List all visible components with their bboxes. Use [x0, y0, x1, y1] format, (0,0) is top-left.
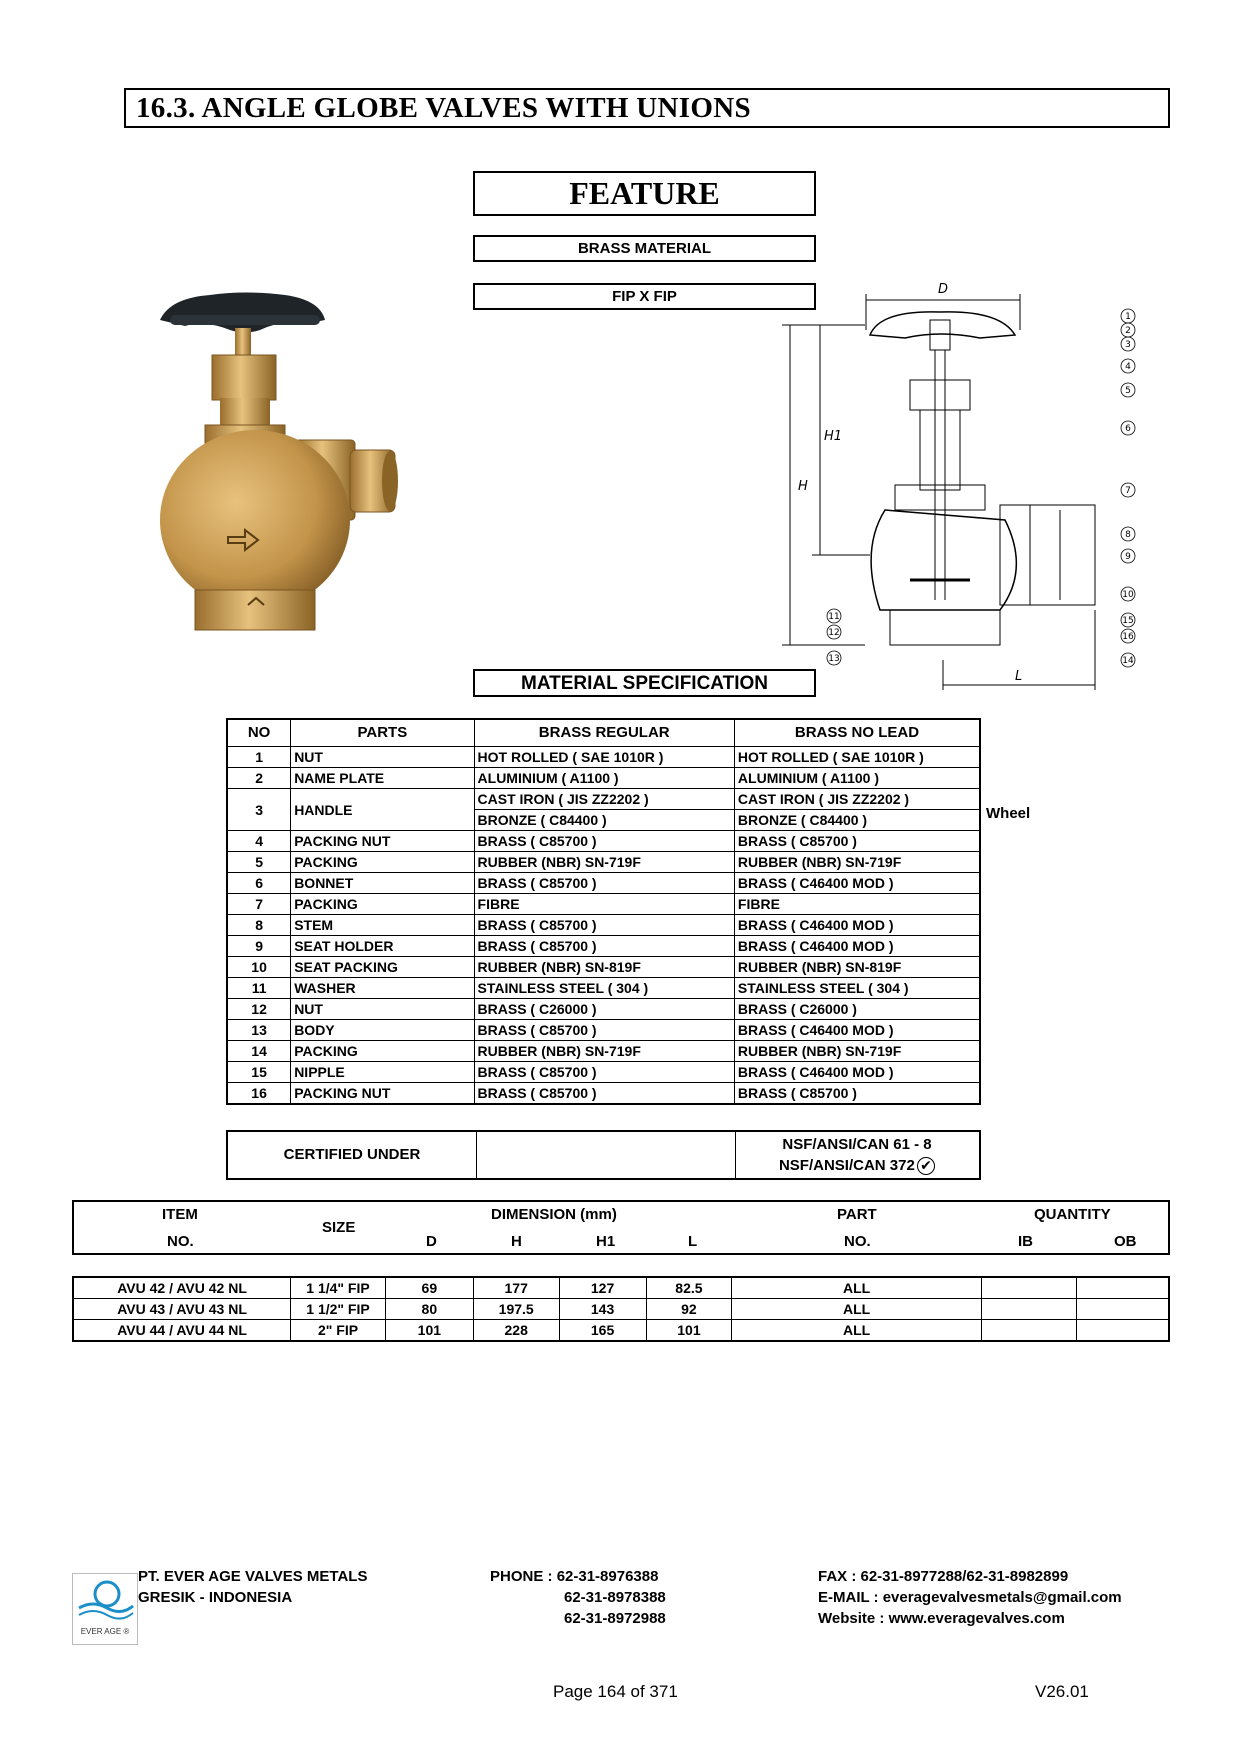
- row-nolead: BRASS ( C26000 ): [734, 999, 980, 1020]
- dimension-table: [72, 1276, 1170, 1342]
- page-title: 16.3. ANGLE GLOBE VALVES WITH UNIONS: [124, 88, 1170, 128]
- table-row: [227, 747, 980, 768]
- table-row: [227, 831, 980, 852]
- callout-11: 11: [828, 612, 840, 622]
- hdr-item: ITEM: [162, 1206, 198, 1223]
- row-no: 16: [227, 1083, 291, 1105]
- row-no: 11: [227, 978, 291, 999]
- row-part: STEM: [291, 915, 474, 936]
- hdr-part-no: NO.: [844, 1233, 871, 1250]
- row-no: 7: [227, 894, 291, 915]
- hdr-h: H: [511, 1233, 522, 1250]
- dim-h: 197.5: [473, 1299, 559, 1320]
- callout-15: 15: [1122, 616, 1134, 626]
- contact-info: [818, 1566, 1122, 1629]
- table-row: [227, 852, 980, 873]
- hdr-l: L: [688, 1233, 698, 1250]
- wave-logo-icon: [73, 1574, 137, 1622]
- hdr-part: PART: [837, 1206, 877, 1223]
- label-h: H: [798, 479, 808, 494]
- material-spec-table: [226, 718, 981, 1105]
- row-regular: CAST IRON ( JIS ZZ2202 ): [474, 789, 734, 810]
- label-h1: H1: [824, 429, 843, 444]
- dim-h1: 127: [559, 1277, 646, 1299]
- col-parts: PARTS: [291, 719, 474, 747]
- row-regular: BRASS ( C85700 ): [474, 936, 734, 957]
- callout-6: 6: [1125, 424, 1131, 434]
- table-row: [227, 957, 980, 978]
- row-regular: BRASS ( C85700 ): [474, 1020, 734, 1041]
- table-row: [227, 999, 980, 1020]
- row-nolead: FIBRE: [734, 894, 980, 915]
- dim-item: AVU 42 / AVU 42 NL: [73, 1277, 291, 1299]
- phone-1: 62-31-8976388: [556, 1568, 659, 1585]
- table-row: [227, 1062, 980, 1083]
- callout-3: 3: [1125, 340, 1131, 350]
- row-no: 14: [227, 1041, 291, 1062]
- hdr-quantity: QUANTITY: [1034, 1206, 1111, 1223]
- row-nolead: HOT ROLLED ( SAE 1010R ): [734, 747, 980, 768]
- row-nolead: BRASS ( C46400 MOD ): [734, 1020, 980, 1041]
- row-regular: RUBBER (NBR) SN-719F: [474, 852, 734, 873]
- dim-ib: [981, 1277, 1076, 1299]
- table-row: [227, 1020, 980, 1041]
- row-regular: RUBBER (NBR) SN-819F: [474, 957, 734, 978]
- valve-photo: [150, 290, 470, 650]
- dim-h1: 165: [559, 1320, 646, 1342]
- row-part: WASHER: [291, 978, 474, 999]
- dim-h1: 143: [559, 1299, 646, 1320]
- row-regular: RUBBER (NBR) SN-719F: [474, 1041, 734, 1062]
- row-regular: STAINLESS STEEL ( 304 ): [474, 978, 734, 999]
- dim-d: 101: [385, 1320, 473, 1342]
- dim-l: 101: [646, 1320, 732, 1342]
- row-no: 2: [227, 768, 291, 789]
- table-row: [227, 789, 980, 810]
- table-row: [227, 873, 980, 894]
- row-nolead: BRASS ( C85700 ): [734, 1083, 980, 1105]
- dim-d: 69: [385, 1277, 473, 1299]
- material-spec-heading: MATERIAL SPECIFICATION: [473, 669, 816, 697]
- row-part: PACKING NUT: [291, 831, 474, 852]
- company-info: [138, 1566, 367, 1608]
- cross-section-drawing: [770, 280, 1150, 710]
- feature-brass-material: BRASS MATERIAL: [473, 235, 816, 262]
- label-l: L: [1015, 669, 1023, 684]
- company-location: GRESIK - INDONESIA: [138, 1589, 293, 1606]
- row-no: 9: [227, 936, 291, 957]
- row-no: 1: [227, 747, 291, 768]
- phone-2: 62-31-8978388: [564, 1589, 666, 1606]
- logo-text: EVER AGE ®: [80, 1627, 130, 1636]
- certified-label: CERTIFIED UNDER: [228, 1132, 477, 1178]
- row-part: SEAT HOLDER: [291, 936, 474, 957]
- callout-10: 10: [1122, 590, 1134, 600]
- cert-line-1: NSF/ANSI/CAN 61 - 8: [782, 1136, 932, 1153]
- row-no: 13: [227, 1020, 291, 1041]
- row-nolead: BRASS ( C46400 MOD ): [734, 1062, 980, 1083]
- dim-part: ALL: [732, 1320, 982, 1342]
- certified-blank: [476, 1132, 736, 1178]
- hdr-size: SIZE: [322, 1219, 356, 1236]
- company-name: PT. EVER AGE VALVES METALS: [138, 1568, 368, 1585]
- phone-3: 62-31-8972988: [564, 1610, 666, 1627]
- callout-4: 4: [1125, 362, 1131, 372]
- dim-ib: [981, 1299, 1076, 1320]
- row-no: 8: [227, 915, 291, 936]
- row-regular: BRASS ( C85700 ): [474, 831, 734, 852]
- fax: FAX : 62-31-8977288/62-31-8982899: [818, 1568, 1069, 1585]
- dim-ob: [1076, 1277, 1169, 1299]
- hdr-ib: IB: [1018, 1233, 1033, 1250]
- row-part: NAME PLATE: [291, 768, 474, 789]
- row-no: 4: [227, 831, 291, 852]
- dim-size: 1 1/4" FIP: [291, 1277, 386, 1299]
- row-nolead: RUBBER (NBR) SN-719F: [734, 1041, 980, 1062]
- row-no: 10: [227, 957, 291, 978]
- callout-8: 8: [1125, 530, 1131, 540]
- row-part: PACKING: [291, 1041, 474, 1062]
- row-no: 6: [227, 873, 291, 894]
- col-brass-regular: BRASS REGULAR: [474, 719, 734, 747]
- certified-box: [226, 1130, 981, 1180]
- row-part: SEAT PACKING: [291, 957, 474, 978]
- label-d: D: [938, 282, 949, 297]
- row-part: BODY: [291, 1020, 474, 1041]
- row-regular: ALUMINIUM ( A1100 ): [474, 768, 734, 789]
- cert-line-2-text: NSF/ANSI/CAN 372: [778, 1157, 915, 1174]
- row-nolead: RUBBER (NBR) SN-719F: [734, 852, 980, 873]
- hdr-item-no: NO.: [167, 1233, 194, 1250]
- row-no: 3: [227, 789, 291, 831]
- certified-standards: [735, 1134, 979, 1176]
- callout-13: 13: [828, 654, 840, 664]
- row-nolead: BRASS ( C46400 MOD ): [734, 915, 980, 936]
- row-part: PACKING: [291, 852, 474, 873]
- row-part: NUT: [291, 999, 474, 1020]
- version: V26.01: [1035, 1682, 1089, 1701]
- dim-d: 80: [385, 1299, 473, 1320]
- callout-7: 7: [1125, 486, 1131, 496]
- table-row: [227, 936, 980, 957]
- row-nolead: BRASS ( C46400 MOD ): [734, 873, 980, 894]
- callout-12: 12: [828, 628, 840, 638]
- row-nolead: ALUMINIUM ( A1100 ): [734, 768, 980, 789]
- row-part: PACKING: [291, 894, 474, 915]
- table-row: [227, 1041, 980, 1062]
- dim-h: 228: [473, 1320, 559, 1342]
- callout-14: 14: [1122, 656, 1134, 666]
- table-row: [227, 768, 980, 789]
- row-nolead: CAST IRON ( JIS ZZ2202 ): [734, 789, 980, 810]
- row-part: NIPPLE: [291, 1062, 474, 1083]
- dim-h: 177: [473, 1277, 559, 1299]
- dim-ob: [1076, 1299, 1169, 1320]
- row-regular: FIBRE: [474, 894, 734, 915]
- row-regular: BRASS ( C85700 ): [474, 1083, 734, 1105]
- check-circle-icon: ✔: [917, 1157, 935, 1175]
- spec-header-row: [227, 719, 980, 747]
- dim-item: AVU 44 / AVU 44 NL: [73, 1320, 291, 1342]
- callout-2: 2: [1125, 326, 1131, 336]
- table-row: [227, 894, 980, 915]
- row-regular: HOT ROLLED ( SAE 1010R ): [474, 747, 734, 768]
- table-row: [73, 1277, 1169, 1299]
- phone-info: [490, 1566, 666, 1629]
- row-regular: BRASS ( C85700 ): [474, 873, 734, 894]
- dim-item: AVU 43 / AVU 43 NL: [73, 1299, 291, 1320]
- feature-heading: FEATURE: [473, 171, 816, 216]
- row-regular-2: BRONZE ( C84400 ): [474, 810, 734, 831]
- phone-label: PHONE :: [490, 1568, 557, 1585]
- hdr-h1: H1: [596, 1233, 616, 1250]
- dim-part: ALL: [732, 1299, 982, 1320]
- table-row: [227, 1083, 980, 1105]
- hdr-d: D: [426, 1233, 437, 1250]
- col-no: NO: [227, 719, 291, 747]
- row-no: 12: [227, 999, 291, 1020]
- col-brass-no-lead: BRASS NO LEAD: [734, 719, 980, 747]
- table-row: [227, 915, 980, 936]
- website: Website : www.everagevalves.com: [818, 1610, 1065, 1627]
- dimension-table-header: [72, 1200, 1170, 1255]
- row-no: 5: [227, 852, 291, 873]
- table-row: [73, 1299, 1169, 1320]
- row-nolead-2: BRONZE ( C84400 ): [734, 810, 980, 831]
- company-logo: [72, 1573, 138, 1645]
- row-regular: BRASS ( C85700 ): [474, 915, 734, 936]
- row-regular: BRASS ( C26000 ): [474, 999, 734, 1020]
- row-regular: BRASS ( C85700 ): [474, 1062, 734, 1083]
- callout-5: 5: [1125, 386, 1131, 396]
- email: E-MAIL : everagevalvesmetals@gmail.com: [818, 1589, 1122, 1606]
- table-row: [227, 978, 980, 999]
- cert-line-2: [735, 1155, 979, 1176]
- row-part: BONNET: [291, 873, 474, 894]
- row-nolead: RUBBER (NBR) SN-819F: [734, 957, 980, 978]
- row-no: 15: [227, 1062, 291, 1083]
- feature-fip-x-fip: FIP X FIP: [473, 283, 816, 310]
- hdr-ob: OB: [1114, 1233, 1137, 1250]
- row-part: PACKING NUT: [291, 1083, 474, 1105]
- dim-ob: [1076, 1320, 1169, 1342]
- table-row: [73, 1320, 1169, 1342]
- row-nolead: BRASS ( C46400 MOD ): [734, 936, 980, 957]
- dim-ib: [981, 1320, 1076, 1342]
- dim-size: 2" FIP: [291, 1320, 386, 1342]
- dim-size: 1 1/2" FIP: [291, 1299, 386, 1320]
- row-part: NUT: [291, 747, 474, 768]
- dim-l: 92: [646, 1299, 732, 1320]
- callout-9: 9: [1125, 552, 1131, 562]
- wheel-note: Wheel: [986, 805, 1031, 822]
- callout-1: 1: [1125, 312, 1131, 322]
- dim-part: ALL: [732, 1277, 982, 1299]
- callout-16: 16: [1122, 632, 1134, 642]
- row-part: HANDLE: [291, 789, 474, 831]
- row-nolead: BRASS ( C85700 ): [734, 831, 980, 852]
- dim-l: 82.5: [646, 1277, 732, 1299]
- hdr-dimension: DIMENSION (mm): [491, 1206, 617, 1223]
- page-number: Page 164 of 371: [553, 1682, 678, 1701]
- row-nolead: STAINLESS STEEL ( 304 ): [734, 978, 980, 999]
